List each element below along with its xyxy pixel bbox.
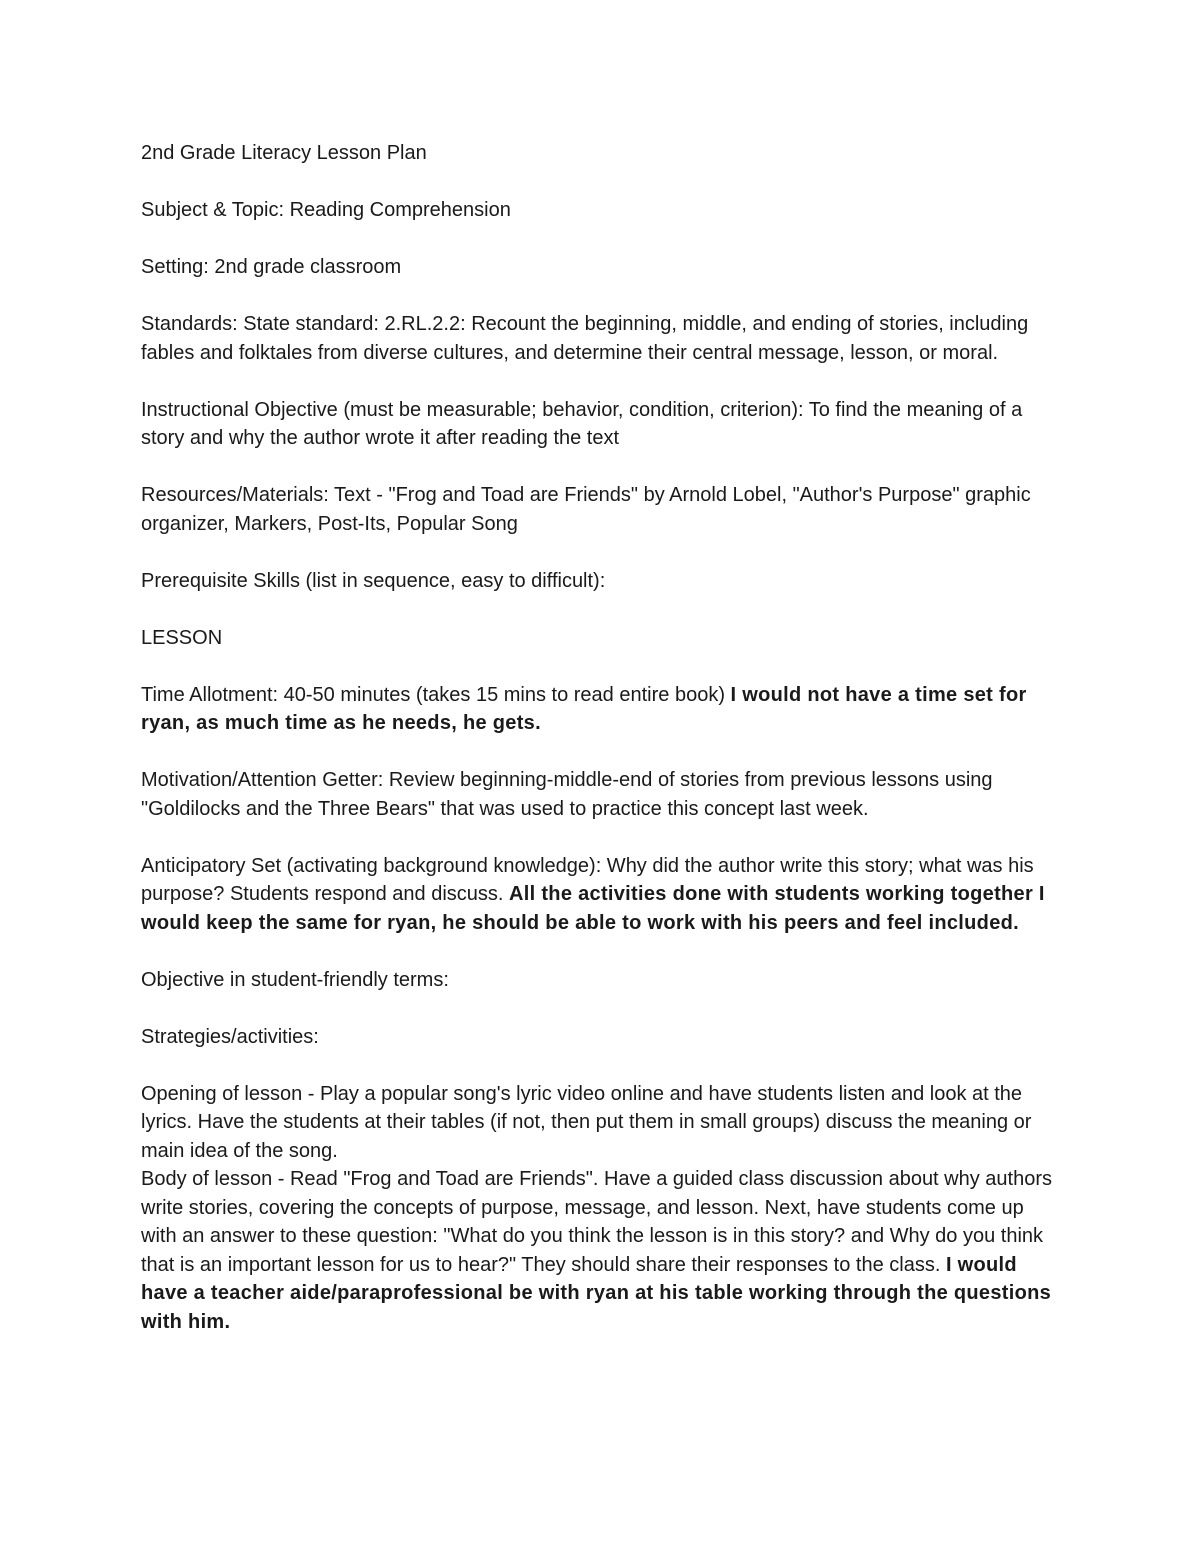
standards: Standards: State standard: 2.RL.2.2: Recount the beginning, middle, and ending of stories, including fables and folktales from diverse cultures, and determine their central message, lesson, or moral. <box>141 313 1029 364</box>
resources-materials: Resources/Materials: Text - "Frog and Toad are Friends" by Arnold Lobel, "Author's Purpose" graphic organizer, Markers, Post-Its, Popular Song <box>141 484 1031 535</box>
anticipatory-set-note: All the activities done with students working together I would keep the same for ryan, he should be able to work with his peers and feel included. <box>141 883 1045 934</box>
anticipatory-set <box>141 852 1061 938</box>
instructional-objective: Instructional Objective (must be measurable; behavior, condition, criterion): To find the meaning of a story and why the author wrote it after reading the text <box>141 398 1023 449</box>
strategies-activities: Strategies/activities: <box>141 1025 319 1048</box>
subject-topic: Subject & Topic: Reading Comprehension <box>141 199 511 221</box>
motivation: Motivation/Attention Getter: Review beginning-middle-end of stories from previous lessons using "Goldilocks and the Three Bears" that was used to practice this concept last week. <box>141 769 993 820</box>
prerequisite-skills: Prerequisite Skills (list in sequence, easy to difficult): <box>141 569 606 592</box>
document-page <box>141 139 1061 1365</box>
opening-of-lesson: Opening of lesson - Play a popular song's lyric video online and have students listen and look at the lyrics. Have the students at their tables (if not, then put them in small groups) discuss the meaning or main idea of the song. <box>141 1082 1032 1162</box>
body-of-lesson <box>141 1165 1061 1336</box>
time-allotment-text: Time Allotment: 40-50 minutes (takes 15 mins to read entire book) <box>141 683 731 706</box>
body-of-lesson-text: Body of lesson - Read "Frog and Toad are Friends". Have a guided class discussion about why authors write stories, covering the concepts of purpose, message, and lesson. Next, have students come up with an answer to these question: "What do you think the lesson is in this story? and Why do you think that is an important lesson for us to hear?" They should share their responses to the class. <box>141 1168 1053 1276</box>
time-allotment <box>141 681 1061 738</box>
student-friendly-objective: Objective in student-friendly terms: <box>141 968 449 991</box>
body-of-lesson-note: I would have a teacher aide/paraprofessional be with ryan at his table working through the questions with him. <box>141 1253 1052 1333</box>
anticipatory-set-text: Anticipatory Set (activating background knowledge): Why did the author write this story; what was his purpose? Students respond and discuss. <box>141 854 1034 905</box>
document-title: 2nd Grade Literacy Lesson Plan <box>141 142 427 164</box>
lesson-heading: LESSON <box>141 626 223 649</box>
setting: Setting: 2nd grade classroom <box>141 256 402 278</box>
time-allotment-note: I would not have a time set for ryan, as much time as he needs, he gets. <box>141 683 1027 734</box>
